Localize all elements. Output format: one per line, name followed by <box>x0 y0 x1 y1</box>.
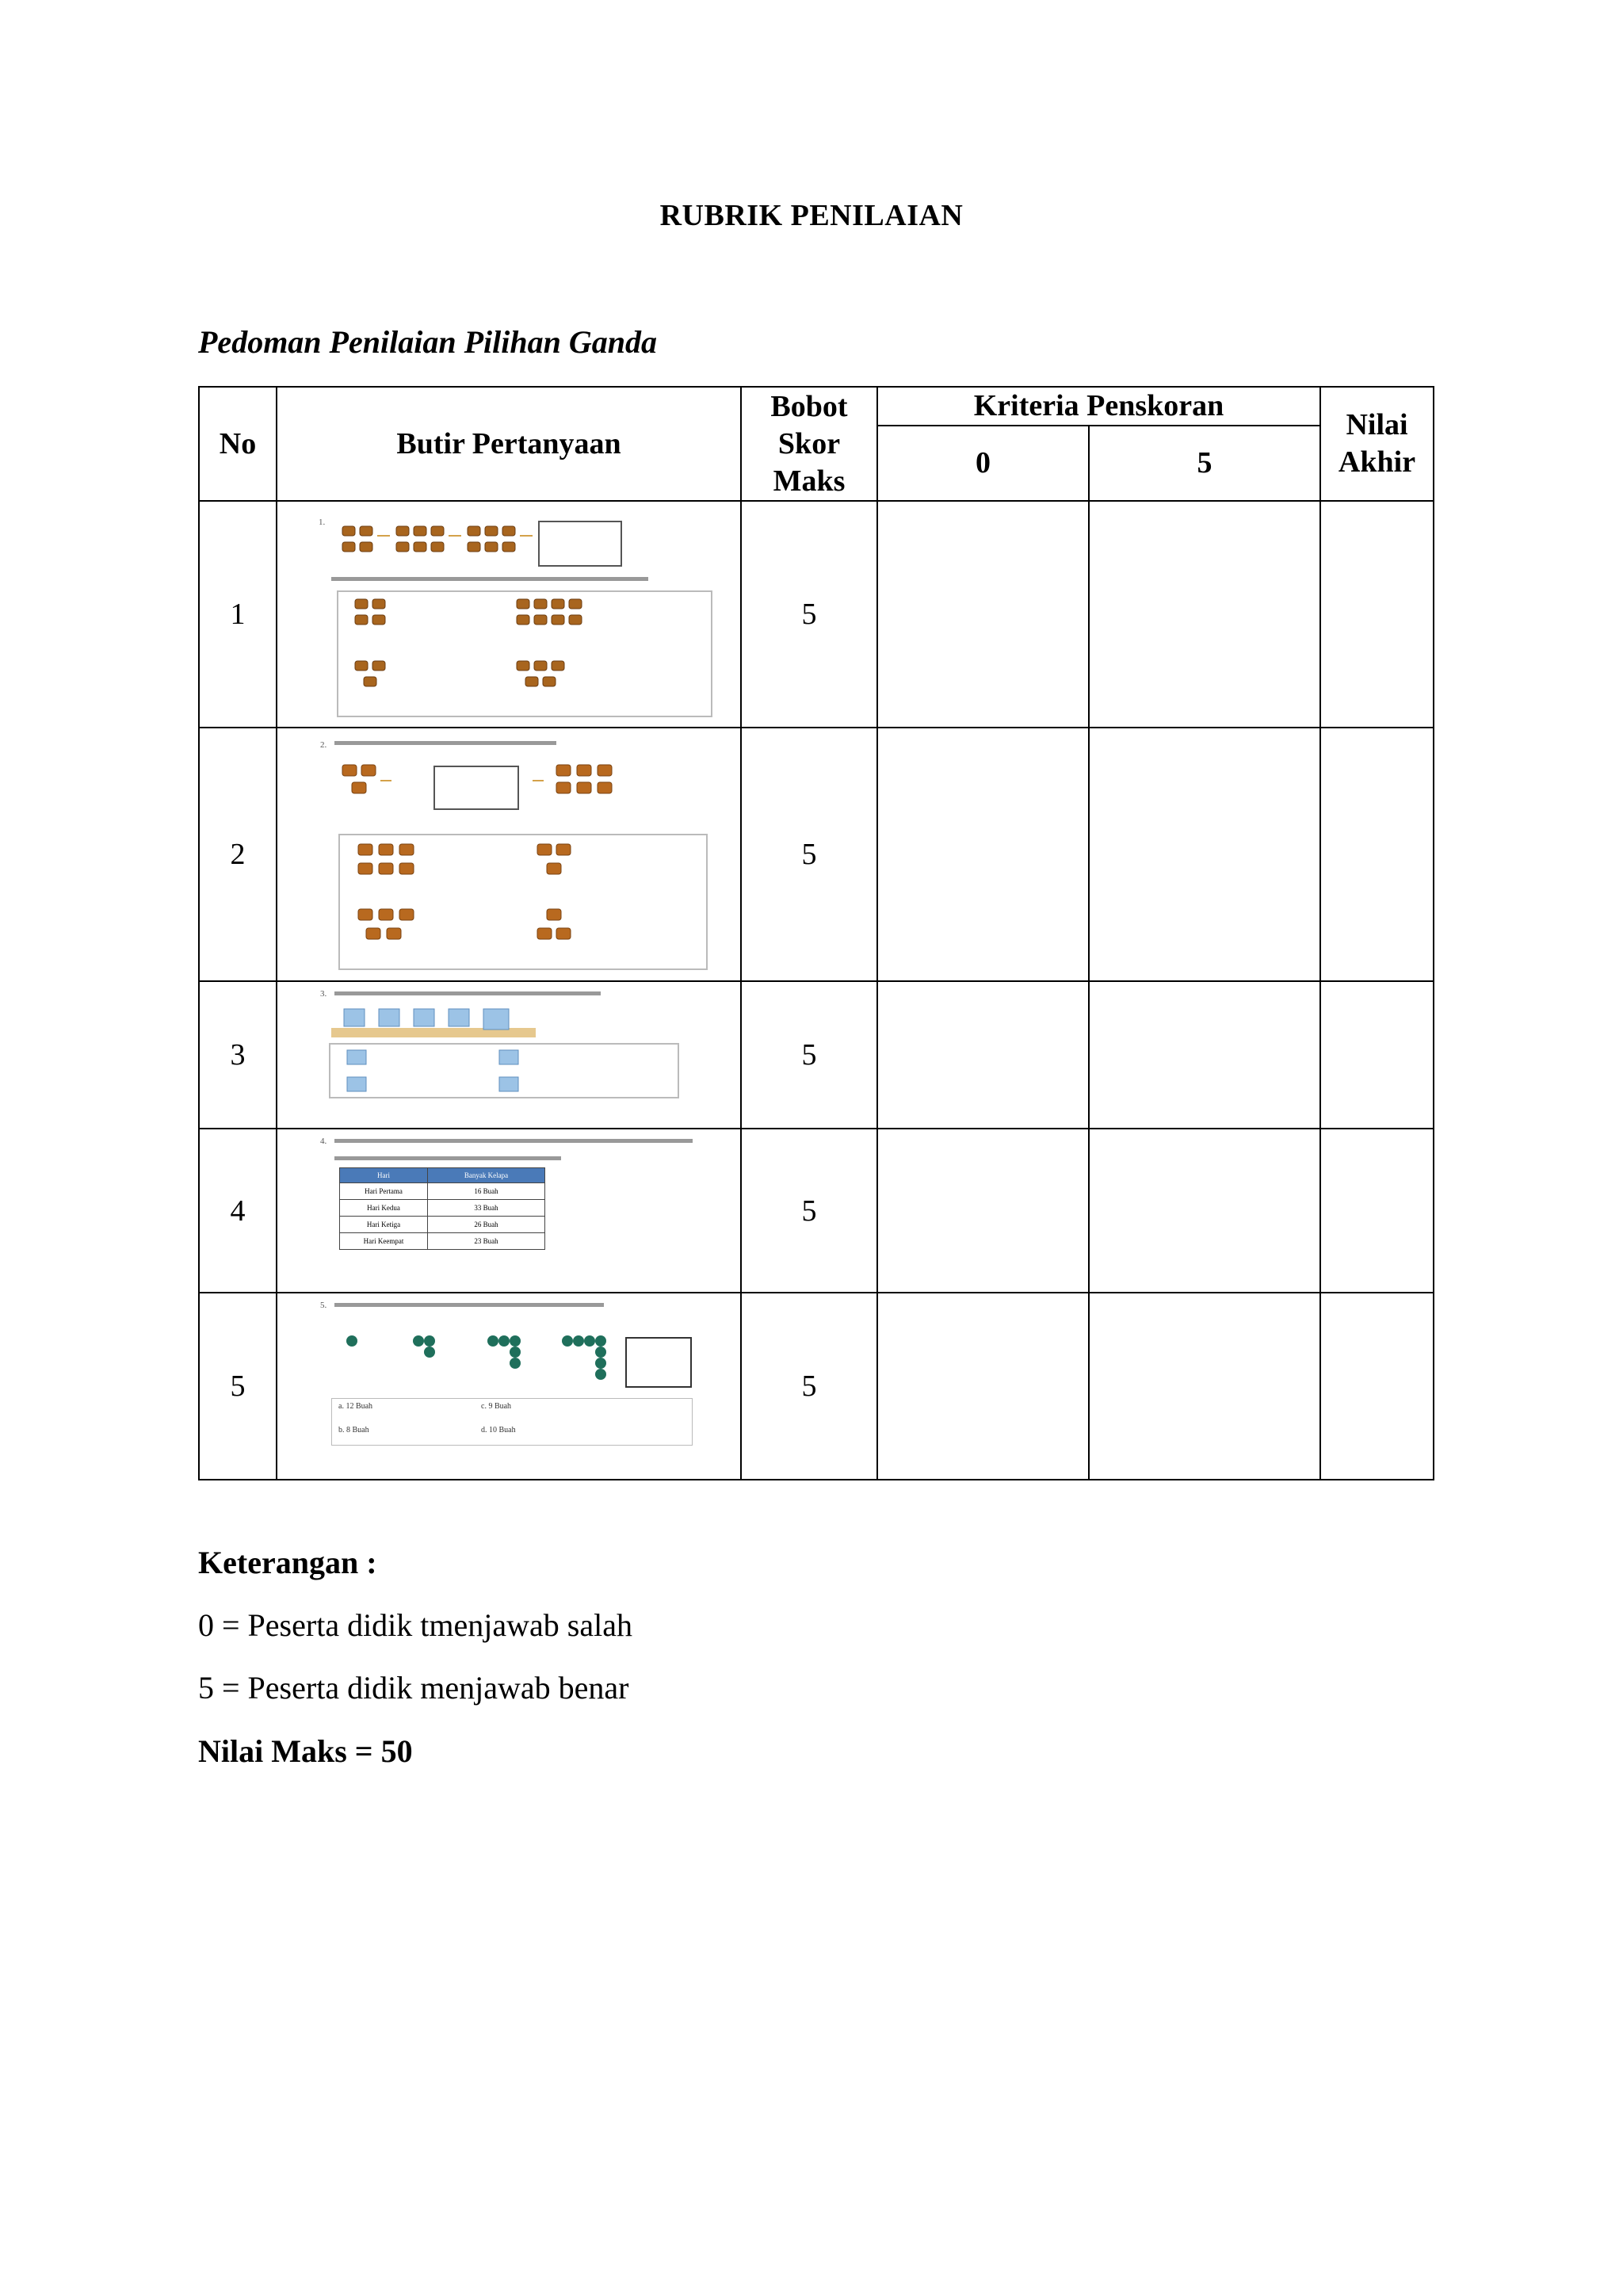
cell-nilai-akhir <box>1320 728 1434 981</box>
legend-max: Nilai Maks = 50 <box>198 1733 413 1769</box>
question-1-image <box>303 510 715 718</box>
legend-heading: Keterangan : <box>198 1545 377 1580</box>
row-bobot: 5 <box>741 1129 877 1293</box>
table-row <box>199 501 1434 728</box>
row-bobot: 5 <box>741 1293 877 1480</box>
question-4-text <box>303 1131 715 1167</box>
cell-score-5 <box>1089 1293 1320 1480</box>
svg-text:4.: 4. <box>320 1137 327 1146</box>
row-bobot: 5 <box>741 728 877 981</box>
header-bobot: Bobot Skor Maks <box>741 387 877 501</box>
question-image-3 <box>277 981 741 1129</box>
table-row <box>199 1293 1434 1480</box>
question-4-image <box>303 1129 715 1250</box>
row-number: 3 <box>199 981 277 1129</box>
question-4-table: Hari Banyak Kelapa Hari Pertama 16 Buah Hari Kedua 33 Buah Hari Ketiga 26 Buah Hari Keempat 23 Buah <box>339 1167 545 1250</box>
cell-score-0 <box>877 501 1089 728</box>
header-no: No <box>199 387 277 501</box>
question-image-5 <box>277 1293 741 1480</box>
svg-text:5.: 5. <box>320 1301 327 1310</box>
question-5-dots <box>303 1297 715 1398</box>
row-number: 2 <box>199 728 277 981</box>
table-row <box>199 1129 1434 1293</box>
cell-nilai-akhir <box>1320 1293 1434 1480</box>
legend-line-0: 0 = Peserta didik tmenjawab salah <box>198 1607 632 1643</box>
question-2-image <box>303 733 715 976</box>
header-butir-pertanyaan: Butir Pertanyaan <box>277 387 741 501</box>
cell-score-5 <box>1089 981 1320 1129</box>
table-row <box>199 981 1434 1129</box>
header-kriteria-0: 0 <box>877 426 1089 501</box>
row-number: 5 <box>199 1293 277 1480</box>
row-bobot: 5 <box>741 501 877 728</box>
table-row <box>199 728 1434 981</box>
question-image-1 <box>277 501 741 728</box>
cell-score-0 <box>877 1293 1089 1480</box>
row-number: 1 <box>199 501 277 728</box>
svg-text:3.: 3. <box>320 989 327 999</box>
section-subtitle: Pedoman Penilaian Pilihan Ganda <box>198 324 657 360</box>
cell-nilai-akhir <box>1320 981 1434 1129</box>
cell-nilai-akhir <box>1320 1129 1434 1293</box>
legend-line-5: 5 = Peserta didik menjawab benar <box>198 1670 629 1706</box>
cell-nilai-akhir <box>1320 501 1434 728</box>
cell-score-0 <box>877 1129 1089 1293</box>
question-image-4 <box>277 1129 741 1293</box>
svg-text:1.: 1. <box>319 518 326 527</box>
row-number: 4 <box>199 1129 277 1293</box>
cell-score-5 <box>1089 1129 1320 1293</box>
question-5-image <box>303 1293 715 1446</box>
header-kriteria-5: 5 <box>1089 426 1320 501</box>
svg-text:2.: 2. <box>320 740 327 750</box>
question-5-options: a. 12 Buah c. 9 Buah b. 8 Buah d. 10 Buah <box>331 1398 693 1446</box>
question-3-image <box>303 985 715 1125</box>
row-bobot: 5 <box>741 981 877 1129</box>
question-image-2 <box>277 728 741 981</box>
cell-score-5 <box>1089 728 1320 981</box>
header-nilai-akhir: Nilai Akhir <box>1320 387 1434 501</box>
page-title: RUBRIK PENILAIAN <box>659 199 964 232</box>
cell-score-0 <box>877 981 1089 1129</box>
rubric-table <box>198 386 1434 1480</box>
header-kriteria: Kriteria Penskoran <box>877 387 1320 426</box>
cell-score-5 <box>1089 501 1320 728</box>
cell-score-0 <box>877 728 1089 981</box>
